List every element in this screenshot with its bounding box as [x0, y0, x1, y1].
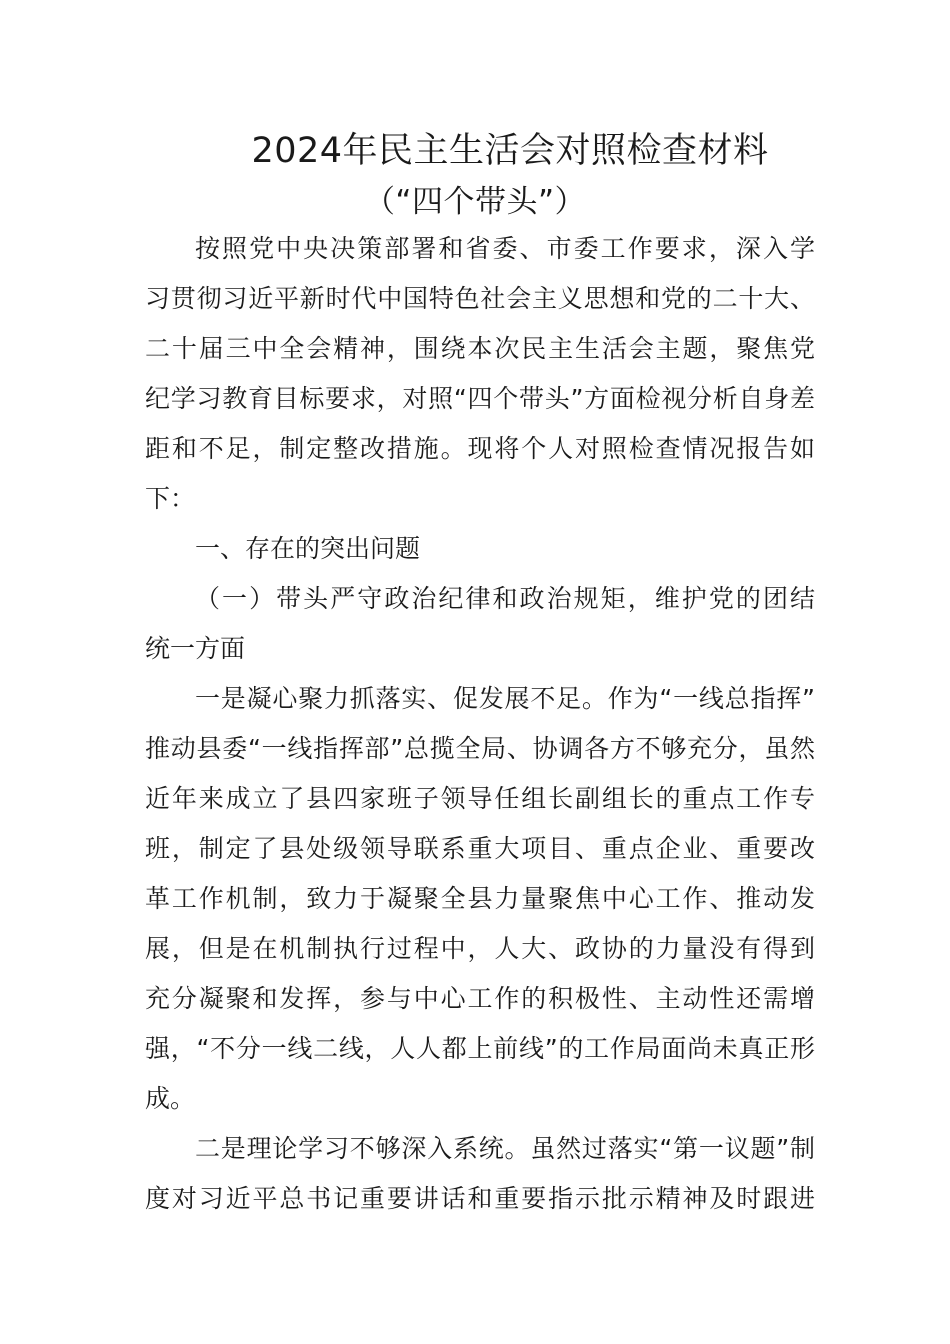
paragraph-line: 一是凝心聚力抓落实、促发展不足。作为“一线总指挥”	[195, 684, 815, 713]
document-subtitle: （“四个带头”）	[363, 184, 587, 220]
paragraph-line: 充分凝聚和发挥，参与中心工作的积极性、主动性还需增	[145, 984, 815, 1013]
paragraph-line: 下：	[145, 484, 196, 513]
paragraph-line: 度对习近平总书记重要讲话和重要指示批示精神及时跟进	[145, 1184, 815, 1213]
paragraph-line: 强，“不分一线二线，人人都上前线”的工作局面尚未真正形	[145, 1034, 815, 1063]
paragraph-line: 纪学习教育目标要求，对照“四个带头”方面检视分析自身差	[145, 384, 815, 413]
paragraph-line: 展，但是在机制执行过程中，人大、政协的力量没有得到	[145, 934, 815, 963]
subsection-heading-line: （一）带头严守政治纪律和政治规矩，维护党的团结	[195, 584, 815, 613]
paragraph-line: 班，制定了县处级领导联系重大项目、重点企业、重要改	[145, 834, 815, 863]
paragraph-line: 二十届三中全会精神，围绕本次民主生活会主题，聚焦党	[145, 334, 815, 363]
subsection-heading-line: 统一方面	[145, 634, 246, 663]
paragraph-line: 按照党中央决策部署和省委、市委工作要求，深入学	[195, 234, 815, 263]
paragraph-line: 二是理论学习不够深入系统。虽然过落实“第一议题”制	[195, 1134, 815, 1163]
paragraph-line: 成。	[145, 1084, 196, 1113]
paragraph-line: 距和不足，制定整改措施。现将个人对照检查情况报告如	[145, 434, 815, 463]
paragraph-line: 革工作机制，致力于凝聚全县力量聚焦中心工作、推动发	[145, 884, 815, 913]
paragraph-line: 习贯彻习近平新时代中国特色社会主义思想和党的二十大、	[145, 284, 815, 313]
paragraph-line: 近年来成立了县四家班子领导任组长副组长的重点工作专	[145, 784, 815, 813]
section-heading: 一、存在的突出问题	[195, 534, 421, 563]
paragraph-line: 推动县委“一线指挥部”总揽全局、协调各方不够充分，虽然	[145, 734, 815, 763]
document-title: 2024年民主生活会对照检查材料	[251, 131, 769, 171]
